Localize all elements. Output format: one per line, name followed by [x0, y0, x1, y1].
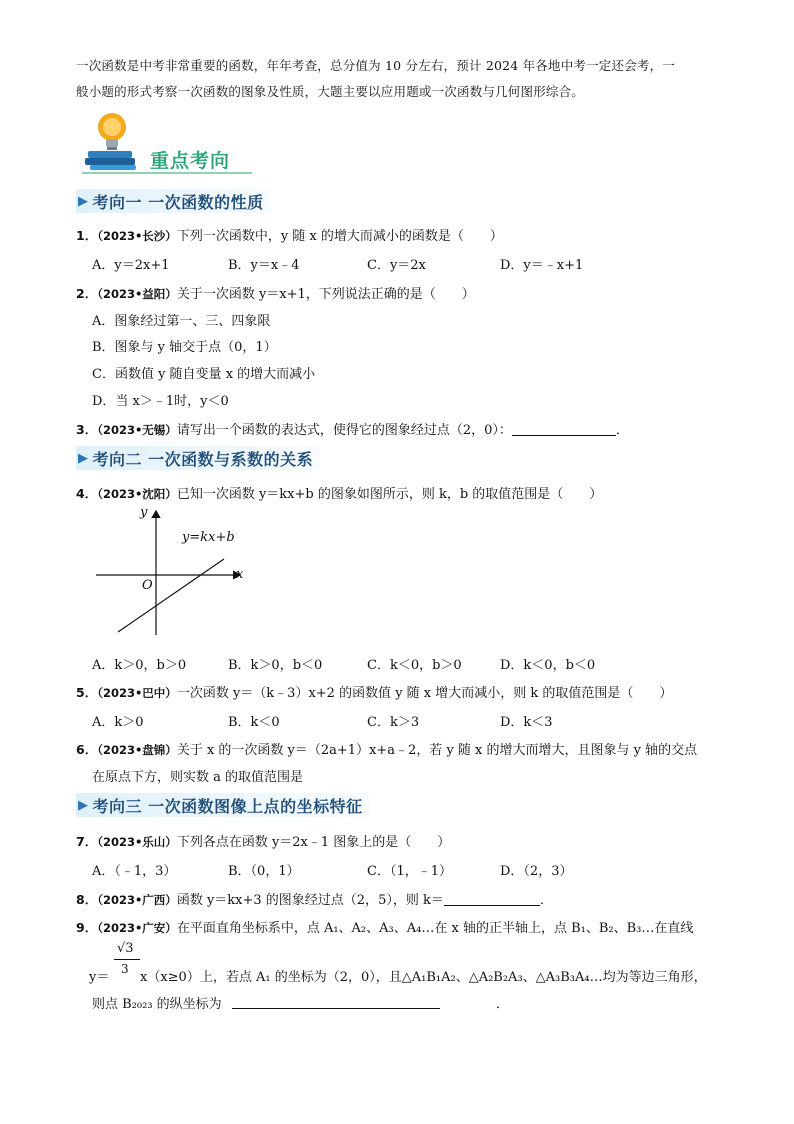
y-equals: y＝ [89, 970, 110, 985]
question-number: 1． [76, 228, 98, 243]
answer-blank[interactable] [444, 891, 540, 906]
option-c: C．（1，﹣1） [367, 864, 452, 879]
option-b: B．图象与 y 轴交于点（0，1） [92, 340, 277, 355]
question-stem: 关于 x 的一次函数 y＝（2a+1）x+a﹣2，若 y 随 x 的增大而增大，且图象与 y 轴的交点 [176, 743, 698, 758]
section-header-2 [76, 446, 319, 470]
question-3 [76, 419, 629, 438]
question-8 [76, 889, 553, 908]
linear-function-graph [90, 505, 260, 640]
option-d: D．当 x＞﹣1时，y＜0 [92, 394, 229, 409]
question-number: 3． [76, 422, 98, 437]
fraction-denominator: 3 [121, 962, 129, 976]
answer-blank[interactable] [232, 994, 440, 1011]
option-b: B．y＝x﹣4 [228, 258, 300, 273]
fraction-bar [114, 959, 140, 960]
fraction-numerator: √3 [117, 941, 134, 956]
answer-blank[interactable] [512, 421, 616, 436]
question-number: 6． [76, 742, 98, 757]
intro-line-2: 般小题的形式考察一次函数的图象及性质，大题主要以应用题或一次函数与几何图形综合。 [76, 84, 585, 99]
question-7 [76, 831, 450, 850]
question-stem: 函数 y＝kx+3 的图象经过点（2，5），则 k＝ [176, 893, 444, 908]
option-c: C．k＜0，b＞0 [367, 658, 462, 673]
option-b: B．k＜0 [228, 715, 280, 730]
question-source: （2023•长沙） [97, 229, 177, 243]
option-a: A．y＝2x+1 [92, 258, 170, 273]
question-source: （2023•益阳） [97, 287, 177, 301]
question-source: （2023•巴中） [97, 686, 177, 700]
question-number: 9． [76, 920, 98, 935]
line-label: y=kx+b [182, 530, 235, 545]
banner-title: 重点考向 [150, 150, 231, 172]
question-end: ． [496, 997, 510, 1012]
question-6 [76, 739, 697, 758]
question-stem: 下列各点在函数 y＝2x﹣1 图象上的是（ ） [176, 835, 451, 850]
question-2 [76, 283, 475, 302]
option-a: A．（﹣1，3） [92, 864, 177, 879]
question-end: ． [539, 893, 553, 908]
y-axis-label: y [140, 505, 148, 520]
question-number: 5． [76, 685, 98, 700]
question-source: （2023•乐山） [97, 835, 177, 849]
question-stem: 在平面直角坐标系中，点 A₁、A₂、A₃、A₄…在 x 轴的正半轴上，点 B₁、B₂、B₃…在直线 [176, 921, 694, 936]
option-a: A．k＞0，b＞0 [92, 658, 187, 673]
question-source: （2023•无锡） [97, 423, 177, 437]
section-label: 考向二 一次函数与系数的关系 [92, 449, 314, 469]
lightbulb-books-icon [82, 108, 144, 172]
question-number: 4． [76, 486, 98, 501]
question-number: 7． [76, 834, 98, 849]
section-label: 考向三 一次函数图像上点的坐标特征 [92, 796, 363, 816]
section-label: 考向一 一次函数的性质 [92, 192, 264, 212]
triangle-icon: ▶ [78, 450, 89, 466]
triangle-icon: ▶ [78, 193, 89, 209]
function-line [118, 559, 224, 632]
option-b: B．k＞0，b＜0 [228, 658, 323, 673]
option-a: A．k＞0 [92, 715, 144, 730]
option-d: D．y＝﹣x+1 [500, 258, 584, 273]
question-1 [76, 225, 503, 244]
question-source: （2023•沈阳） [97, 487, 177, 501]
origin-label: O [142, 578, 153, 593]
option-c: C．y＝2x [367, 258, 426, 273]
question-6-line-2: 在原点下方，则实数 a 的取值范围是 [92, 770, 304, 785]
question-stem: 已知一次函数 y＝kx+b 的图象如图所示，则 k，b 的取值范围是（ ） [176, 487, 603, 502]
question-9 [76, 917, 693, 936]
question-4 [76, 483, 602, 502]
question-source: （2023•盘锦） [97, 743, 177, 757]
option-b: B．（0，1） [228, 864, 300, 879]
intro-line-1: 一次函数是中考非常重要的函数，年年考查，总分值为 10 分左右，预计 2024 年各地中考一定还会考，一 [76, 58, 676, 73]
triangle-icon: ▶ [78, 797, 89, 813]
question-number: 8． [76, 892, 98, 907]
question-stem: 一次函数 y＝（k﹣3）x+2 的函数值 y 随 x 增大而减小，则 k 的取值范围是（ ） [176, 686, 673, 701]
question-9-line-3 [92, 993, 222, 1012]
option-a: A．图象经过第一、三、四象限 [92, 314, 271, 329]
section-header-3 [76, 793, 369, 817]
option-c: C．函数值 y 随自变量 x 的增大而减小 [92, 367, 316, 382]
question-source: （2023•广西） [97, 893, 177, 907]
option-d: D．k＜3 [500, 715, 553, 730]
x-axis-label: x [236, 567, 244, 582]
question-stem: 下列一次函数中，y 随 x 的增大而减小的函数是（ ） [176, 229, 503, 244]
option-d: D．k＜0，b＜0 [500, 658, 596, 673]
section-header-1 [76, 189, 270, 213]
question-5 [76, 682, 672, 701]
question-stem: 则点 B₂₀₂₃ 的纵坐标为 [92, 997, 222, 1012]
question-source: （2023•广安） [97, 921, 177, 935]
question-9-line-2: x（x≥0）上，若点 A₁ 的坐标为（2，0），且△A₁B₁A₂、△A₂B₂A₃、△A₃B₃A₄…均为等边三角形， [140, 970, 707, 985]
question-stem: 请写出一个函数的表达式，使得它的图象经过点（2，0）： [176, 423, 512, 438]
banner-underline [82, 172, 252, 174]
question-stem: 关于一次函数 y＝x+1，下列说法正确的是（ ） [176, 287, 475, 302]
question-number: 2． [76, 286, 98, 301]
option-d: D．（2，3） [500, 864, 573, 879]
question-end: ． [615, 423, 629, 438]
option-c: C．k＞3 [367, 715, 420, 730]
